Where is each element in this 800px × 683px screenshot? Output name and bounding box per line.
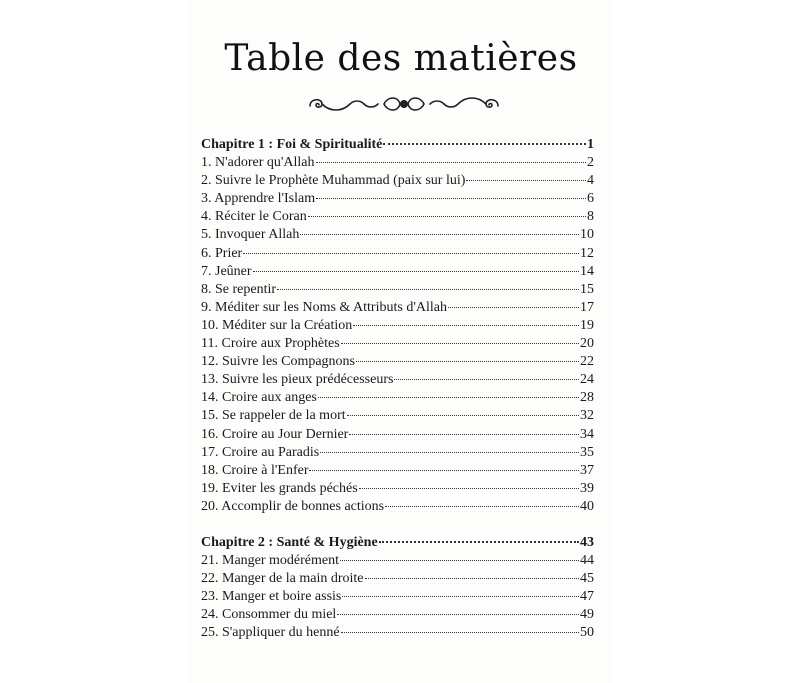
entry-label: 7. Jeûner <box>201 263 252 279</box>
entry-page-number: 49 <box>580 607 594 623</box>
entry-label: 11. Croire aux Prophètes <box>201 336 340 352</box>
dot-leader <box>385 506 579 507</box>
entry-label: 9. Méditer sur les Noms & Attributs d'Allah <box>201 299 447 315</box>
entry-page-number: 15 <box>580 281 594 297</box>
book-page <box>188 0 614 683</box>
toc-entry[interactable] <box>201 588 594 606</box>
dot-leader <box>448 307 579 308</box>
entry-page-number: 45 <box>580 571 594 587</box>
toc-entry[interactable] <box>201 154 594 172</box>
chapter-heading[interactable] <box>201 136 594 154</box>
entry-page-number: 10 <box>580 227 594 243</box>
entry-label: 8. Se repentir <box>201 281 277 297</box>
entry-page-number: 37 <box>580 462 594 478</box>
toc-entry[interactable] <box>201 281 594 299</box>
toc-entry[interactable] <box>201 245 594 263</box>
entry-label: 14. Croire aux anges <box>201 390 317 406</box>
toc-entry[interactable] <box>201 335 594 353</box>
dot-leader <box>466 180 586 181</box>
entry-page-number: 8 <box>587 209 594 225</box>
entry-page-number: 44 <box>580 553 594 569</box>
entry-page-number: 4 <box>587 173 594 189</box>
toc-entry[interactable] <box>201 172 594 190</box>
entry-label: 4. Réciter le Coran <box>201 209 307 225</box>
toc-entry[interactable] <box>201 263 594 281</box>
toc-entry[interactable] <box>201 606 594 624</box>
entry-label: 24. Consommer du miel <box>201 607 337 623</box>
toc-entry[interactable] <box>201 570 594 588</box>
entry-page-number: 40 <box>580 498 594 514</box>
chapter-title: Chapitre 2 : Santé & Hygiène <box>201 534 378 550</box>
chapter-title: Chapitre 1 : Foi & Spiritualité <box>201 137 383 152</box>
dot-leader <box>379 541 579 543</box>
toc-entry[interactable] <box>201 426 594 444</box>
dot-leader <box>308 216 586 217</box>
entry-page-number: 14 <box>580 263 594 279</box>
entry-page-number: 2 <box>587 155 594 171</box>
dot-leader <box>340 560 579 561</box>
entry-label: 21. Manger modérément <box>201 553 340 569</box>
flourish-ornament-icon <box>304 92 504 116</box>
dot-leader <box>316 162 586 163</box>
dot-leader <box>383 143 586 145</box>
toc-entry[interactable] <box>201 624 594 642</box>
entry-label: 5. Invoquer Allah <box>201 227 300 243</box>
entry-label: 1. N'adorer qu'Allah <box>201 155 315 171</box>
toc-entry[interactable] <box>201 389 594 407</box>
entry-label: 15. Se rappeler de la mort <box>201 408 346 424</box>
entry-page-number: 35 <box>580 444 594 460</box>
entry-label: 19. Eviter les grands péchés <box>201 480 358 496</box>
entry-label: 12. Suivre les Compagnons <box>201 354 355 370</box>
table-of-contents <box>201 136 594 643</box>
entry-page-number: 47 <box>580 589 594 605</box>
page-title: Table des matières <box>224 38 578 79</box>
entry-page-number: 28 <box>580 390 594 406</box>
toc-entry[interactable] <box>201 190 594 208</box>
toc-entry[interactable] <box>201 208 594 226</box>
toc-entry[interactable] <box>201 498 594 516</box>
entry-label: 22. Manger de la main droite <box>201 571 364 587</box>
dot-leader <box>243 253 579 254</box>
dot-leader <box>349 434 579 435</box>
entry-label: 16. Croire au Jour Dernier <box>201 426 349 442</box>
entry-label: 20. Accomplir de bonnes actions <box>201 498 385 514</box>
toc-entry[interactable] <box>201 226 594 244</box>
toc-entry[interactable] <box>201 552 594 570</box>
entry-page-number: 32 <box>580 408 594 424</box>
entry-page-number: 19 <box>580 317 594 333</box>
dot-leader <box>318 397 579 398</box>
dot-leader <box>356 361 579 362</box>
toc-entry[interactable] <box>201 407 594 425</box>
dot-leader <box>300 234 579 235</box>
entry-label: 13. Suivre les pieux prédécesseurs <box>201 372 394 388</box>
dot-leader <box>394 379 579 380</box>
chapter-heading[interactable] <box>201 534 594 552</box>
entry-label: 3. Apprendre l'Islam <box>201 191 316 207</box>
entry-page-number: 39 <box>580 480 594 496</box>
dot-leader <box>353 325 579 326</box>
dot-leader <box>337 614 579 615</box>
toc-entry[interactable] <box>201 353 594 371</box>
entry-page-number: 6 <box>587 191 594 207</box>
entry-label: 23. Manger et boire assis <box>201 589 342 605</box>
dot-leader <box>342 596 579 597</box>
entry-page-number: 17 <box>580 299 594 315</box>
dot-leader <box>316 198 586 199</box>
toc-entry[interactable] <box>201 480 594 498</box>
toc-entry[interactable] <box>201 371 594 389</box>
entry-label: 2. Suivre le Prophète Muhammad (paix sur lui) <box>201 173 466 189</box>
entry-page-number: 50 <box>580 625 594 641</box>
toc-entry[interactable] <box>201 317 594 335</box>
entry-page-number: 34 <box>580 426 594 442</box>
entry-label: 6. Prier <box>201 245 243 261</box>
dot-leader <box>359 488 579 489</box>
entry-label: 25. S'appliquer du henné <box>201 625 340 641</box>
dot-leader <box>341 343 579 344</box>
toc-entry[interactable] <box>201 444 594 462</box>
entry-label: 17. Croire au Paradis <box>201 444 320 460</box>
chapter-page-number: 1 <box>587 137 594 152</box>
entry-label: 18. Croire à l'Enfer <box>201 462 309 478</box>
entry-page-number: 20 <box>580 336 594 352</box>
dot-leader <box>347 415 579 416</box>
entry-label: 10. Méditer sur la Création <box>201 317 353 333</box>
dot-leader <box>320 452 579 453</box>
toc-entry[interactable] <box>201 462 594 480</box>
dot-leader <box>253 271 579 272</box>
entry-page-number: 22 <box>580 354 594 370</box>
dot-leader <box>365 578 579 579</box>
entry-page-number: 12 <box>580 245 594 261</box>
chapter-page-number: 43 <box>580 534 594 550</box>
entry-page-number: 24 <box>580 372 594 388</box>
dot-leader <box>341 632 579 633</box>
toc-entry[interactable] <box>201 299 594 317</box>
dot-leader <box>277 289 579 290</box>
dot-leader <box>309 470 579 471</box>
